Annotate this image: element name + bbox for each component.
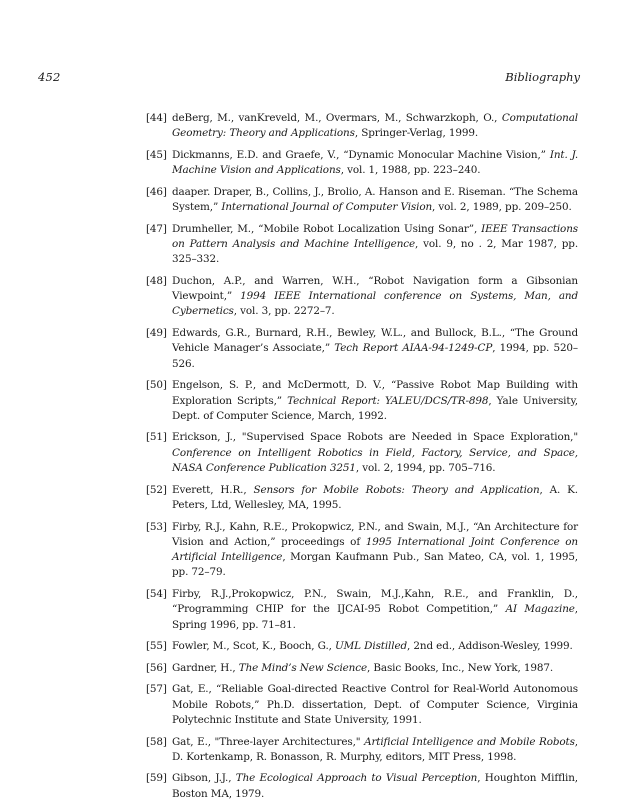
reference-number: [59] [146,772,167,785]
reference-entry [146,483,578,514]
reference-number: [51] [146,431,167,444]
reference-number: [55] [146,640,167,653]
reference-number: [57] [146,683,167,696]
reference-number: [45] [146,148,167,161]
reference-entry [146,735,578,766]
reference-entry [146,520,578,581]
page-number: 452 [38,70,61,84]
reference-number: [46] [146,185,167,198]
reference-details: , Houghton Mifflin, Boston MA, 1979. [172,772,578,800]
reference-details: , vol. 1, 1988, pp. 223–240. [340,164,481,177]
reference-entry [146,148,578,179]
reference-text: deBerg, M., vanKreveld, M., Overmars, M., Schwarzkoph, O., [172,112,502,124]
reference-title: Technical Report: YALEU/DCS/TR-898 [287,394,489,407]
reference-number: [49] [146,327,167,340]
reference-text: Drumheller, M., “Mobile Robot Localization Using Sonar”, [172,222,482,235]
reference-details: , Yale University, Dept. of Computer Science, March, 1992. [172,394,578,422]
reference-number: [56] [146,661,167,674]
reference-text: Gat, E., “Reliable Goal-directed Reactive Control for Real-World Autonomous Mobile Robots,” Ph.D. dissertation, Dept. of Computer Science, Virginia Polytechnic Institute and State University, 1991. [172,683,578,726]
reference-number: [47] [146,222,167,235]
reference-details: , vol. 9, no . 2, Mar 1987, pp. 325–332. [172,237,578,266]
reference-details: , Spring 1996, pp. 71–81. [172,603,578,631]
reference-number: [48] [146,274,167,287]
reference-entry [146,111,578,142]
reference-details: , Springer-Verlag, 1999. [354,127,479,140]
reference-entry [146,185,578,216]
reference-title: International Journal of Computer Vision [221,201,433,214]
reference-title: Sensors for Mobile Robots: Theory and Application [253,483,540,496]
reference-number: [52] [146,483,167,496]
reference-title: Conference on Intelligent Robotics in Field, Factory, Service, and Space, NASA Conference Publication 3251 [172,446,578,475]
reference-details: , 2nd ed., Addison-Wesley, 1999. [407,640,573,653]
reference-details: , A. K. Peters, Ltd, Wellesley, MA, 1995. [172,483,578,511]
reference-text: Edwards, G.R., Burnard, R.H., Bewley, W.L., and Bullock, B.L., “The Ground Vehicle Manager’s Associate,” [172,327,578,355]
reference-entry [146,378,578,424]
reference-text: Gardner, H., [172,661,239,674]
reference-text: Engelson, S. P., and McDermott, D. V., “Passive Robot Map Building with Exploration Scripts,” [172,379,578,407]
reference-entry [146,587,578,633]
reference-title: 1994 IEEE International conference on Systems, Man, and Cybernetics [172,290,579,318]
reference-title: Int. J. Machine Vision and Applications [172,148,578,177]
reference-details: , 1994, pp. 520–526. [172,342,578,370]
reference-text: Dickmanns, E.D. and Graefe, V., “Dynamic Monocular Machine Vision,” [172,148,550,161]
reference-number: [44] [146,112,167,124]
reference-text: Gat, E., "Three-layer Architectures," [172,735,365,748]
reference-title: Tech Report AIAA-94-1249-CP [334,342,493,355]
reference-title: Artificial Intelligence and Mobile Robots [364,735,575,748]
reference-title: The Ecological Approach to Visual Perception [235,772,478,785]
reference-title: The Mind’s New Science [238,661,367,674]
reference-text: Erickson, J., "Supervised Space Robots are Needed in Space Exploration," [172,431,578,444]
reference-details: , D. Kortenkamp, R. Bonasson, R. Murphy, editors, MIT Press, 1998. [172,735,578,763]
reference-entry [146,682,578,728]
reference-text: Duchon, A.P., and Warren, W.H., “Robot Navigation form a Gibsonian Viewpoint,” [172,274,578,303]
reference-title: IEEE Transactions on Pattern Analysis and Machine Intelligence [172,222,578,250]
reference-number: [58] [146,735,167,748]
reference-text: Everett, H.R., [172,483,254,496]
reference-entry [146,639,578,654]
reference-text: Gibson, J.J., [172,772,236,785]
reference-title: 1995 International Joint Conference on Artificial Intelligence [172,535,578,564]
bibliography-list [146,111,578,808]
reference-details: , vol. 2, 1994, pp. 705–716. [355,462,496,475]
reference-entry [146,661,578,676]
reference-details: , vol. 3, pp. 2272–7. [233,305,335,318]
reference-number: [53] [146,520,167,533]
reference-text: Fowler, M., Scot, K., Booch, G., [172,640,336,653]
reference-title: Computational Geometry: Theory and Applications [172,112,578,140]
reference-title: AI Magazine [505,603,575,616]
reference-number: [54] [146,587,167,600]
reference-text: Firby, R.J., Kahn, R.E., Prokopwicz, P.N., and Swain, M.J., “An Architecture for Vision and Action,” proceedings of [172,520,578,548]
reference-entry [146,222,578,268]
running-head: Bibliography [505,70,580,84]
reference-entry [146,326,578,372]
reference-entry [146,430,578,476]
reference-entry [146,771,578,802]
reference-text: daaper. Draper, B., Collins, J., Brolio, A. Hanson and E. Riseman. “The Schema System,” [172,185,578,214]
reference-details: , vol. 2, 1989, pp. 209–250. [432,201,572,214]
reference-text: Firby, R.J.,Prokopwicz, P.N., Swain, M.J.,Kahn, R.E., and Franklin, D., “Programming CHIP for the IJCAI-95 Robot Competition,” [172,587,578,616]
reference-entry [146,274,578,320]
reference-details: , Morgan Kaufmann Pub., San Mateo, CA, vol. 1, 1995, pp. 72–79. [172,551,578,579]
reference-title: UML Distilled [335,640,408,653]
reference-details: , Basic Books, Inc., New York, 1987. [366,661,554,674]
reference-number: [50] [146,379,167,392]
